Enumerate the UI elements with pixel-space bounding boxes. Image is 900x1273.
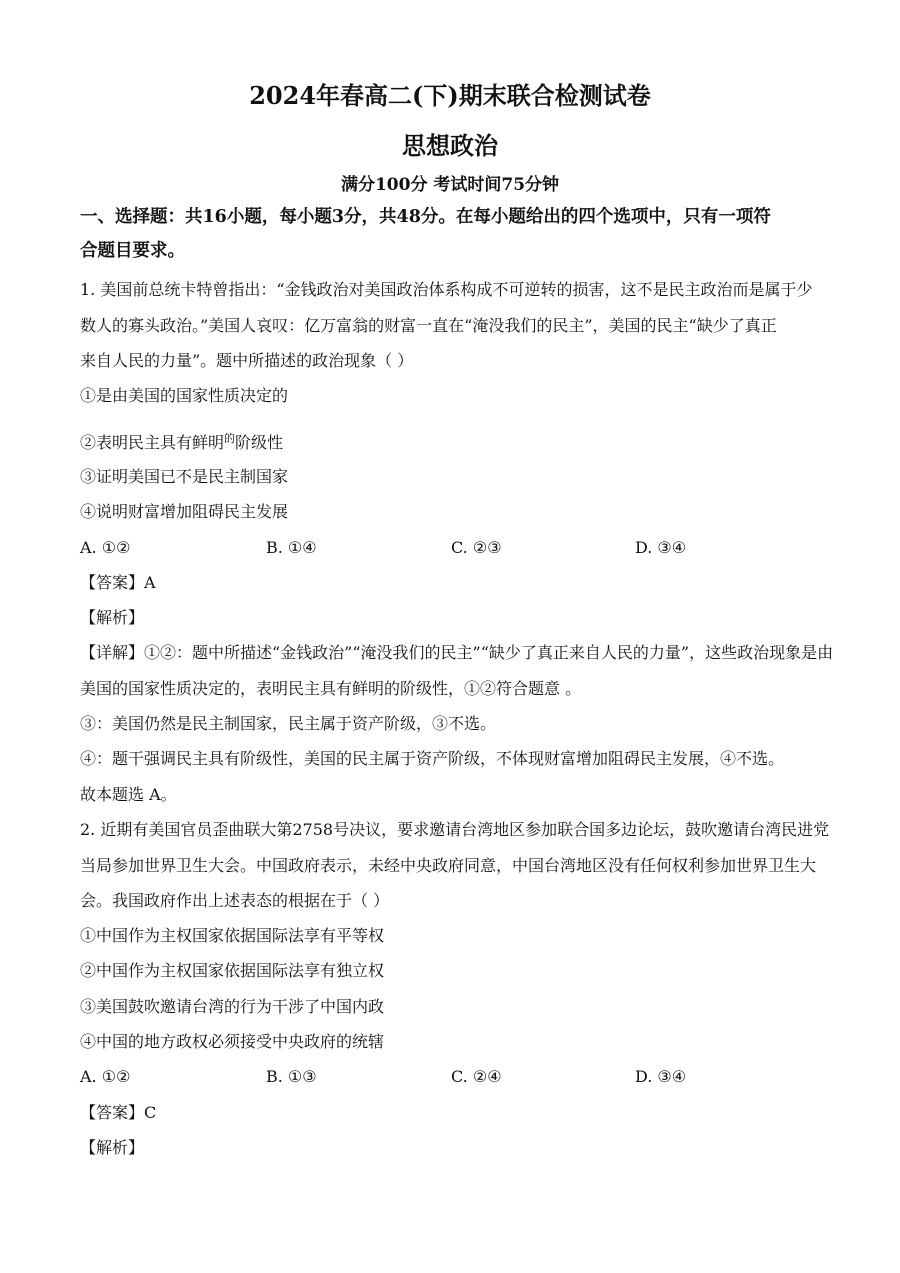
q1-detail-line: ④：题干强调民主具有阶级性，美国的民主属于资产阶级，不体现财富增加阻碍民主发展，④不选。 xyxy=(80,749,785,768)
q2-item-1: ①中国作为主权国家依据国际法享有平等权 xyxy=(80,926,385,945)
q2-option-b: B. ①③ xyxy=(266,1067,317,1086)
q2-stem-line: 会。我国政府作出上述表态的根据在于（ ） xyxy=(80,891,390,910)
q1-stem-line: 1. 美国前总统卡特曾指出：“金钱政治对美国政治体系构成不可逆转的损害，这不是民主政治而是属于少 xyxy=(80,280,813,299)
q2-stem-line: 当局参加世界卫生大会。中国政府表示，未经中央政府同意，中国台湾地区没有任何权利参加世界卫生大 xyxy=(80,856,817,875)
q2-item-2: ②中国作为主权国家依据国际法享有独立权 xyxy=(80,961,385,980)
q1-item-3: ③证明美国已不是民主制国家 xyxy=(80,467,289,486)
q1-stem-line: 数人的寡头政治。”美国人哀叹：亿万富翁的财富一直在“淹没我们的民主”，美国的民主“缺少了真正 xyxy=(80,316,777,335)
q2-option-d: D. ③④ xyxy=(635,1067,687,1086)
q2-item-3: ③美国鼓吹邀请台湾的行为干涉了中国内政 xyxy=(80,997,385,1016)
q1-item-2-text-end: 阶级性 xyxy=(235,433,284,452)
q1-option-b: B. ①④ xyxy=(266,538,317,557)
q2-stem-line: 2. 近期有美国官员歪曲联大第2758号决议，要求邀请台湾地区参加联合国多边论坛，鼓吹邀请台湾民进党 xyxy=(80,820,830,839)
subject-title: 思想政治 xyxy=(402,131,498,160)
q1-item-1: ①是由美国的国家性质决定的 xyxy=(80,386,289,405)
q1-detail-line: 【详解】①②：题中所描述“金钱政治”“淹没我们的民主”“缺少了真正来自人民的力量”，这些政治现象是由 xyxy=(80,643,834,662)
q1-item-4: ④说明财富增加阻碍民主发展 xyxy=(80,502,289,521)
q1-item-2 xyxy=(80,428,830,454)
q1-detail-line: ③：美国仍然是民主制国家，民主属于资产阶级，③不选。 xyxy=(80,714,497,733)
q1-option-c: C. ②③ xyxy=(451,538,502,557)
score-time-info: 满分100分 考试时间75分钟 xyxy=(340,175,560,195)
q1-analysis-label: 【解析】 xyxy=(80,608,145,627)
q2-item-4: ④中国的地方政权必须接受中央政府的统辖 xyxy=(80,1032,385,1051)
q1-option-a: A. ①② xyxy=(80,538,131,557)
q2-answer: 【答案】C xyxy=(80,1103,157,1122)
q1-item-2-sup: 的 xyxy=(224,432,236,445)
q1-detail-line: 美国的国家性质决定的，表明民主具有鲜明的阶级性，①②符合题意 。 xyxy=(80,679,582,698)
q2-analysis-label: 【解析】 xyxy=(80,1138,145,1157)
q1-item-2-text: ②表明民主具有鲜明 xyxy=(80,433,225,452)
q2-option-c: C. ②④ xyxy=(451,1067,502,1086)
section-heading-cont: 合题目要求。 xyxy=(80,241,185,261)
q2-option-a: A. ①② xyxy=(80,1067,131,1086)
exam-title: 2024年春高二(下)期末联合检测试卷 xyxy=(249,81,651,110)
q1-detail-line: 故本题选 A。 xyxy=(80,785,177,804)
q1-option-d: D. ③④ xyxy=(635,538,687,557)
section-heading: 一、选择题：共16小题，每小题3分，共48分。在每小题给出的四个选项中，只有一项符 xyxy=(80,207,771,227)
q1-stem-line: 来自人民的力量”。题中所描述的政治现象（ ） xyxy=(80,351,414,370)
q1-answer: 【答案】A xyxy=(80,573,156,592)
